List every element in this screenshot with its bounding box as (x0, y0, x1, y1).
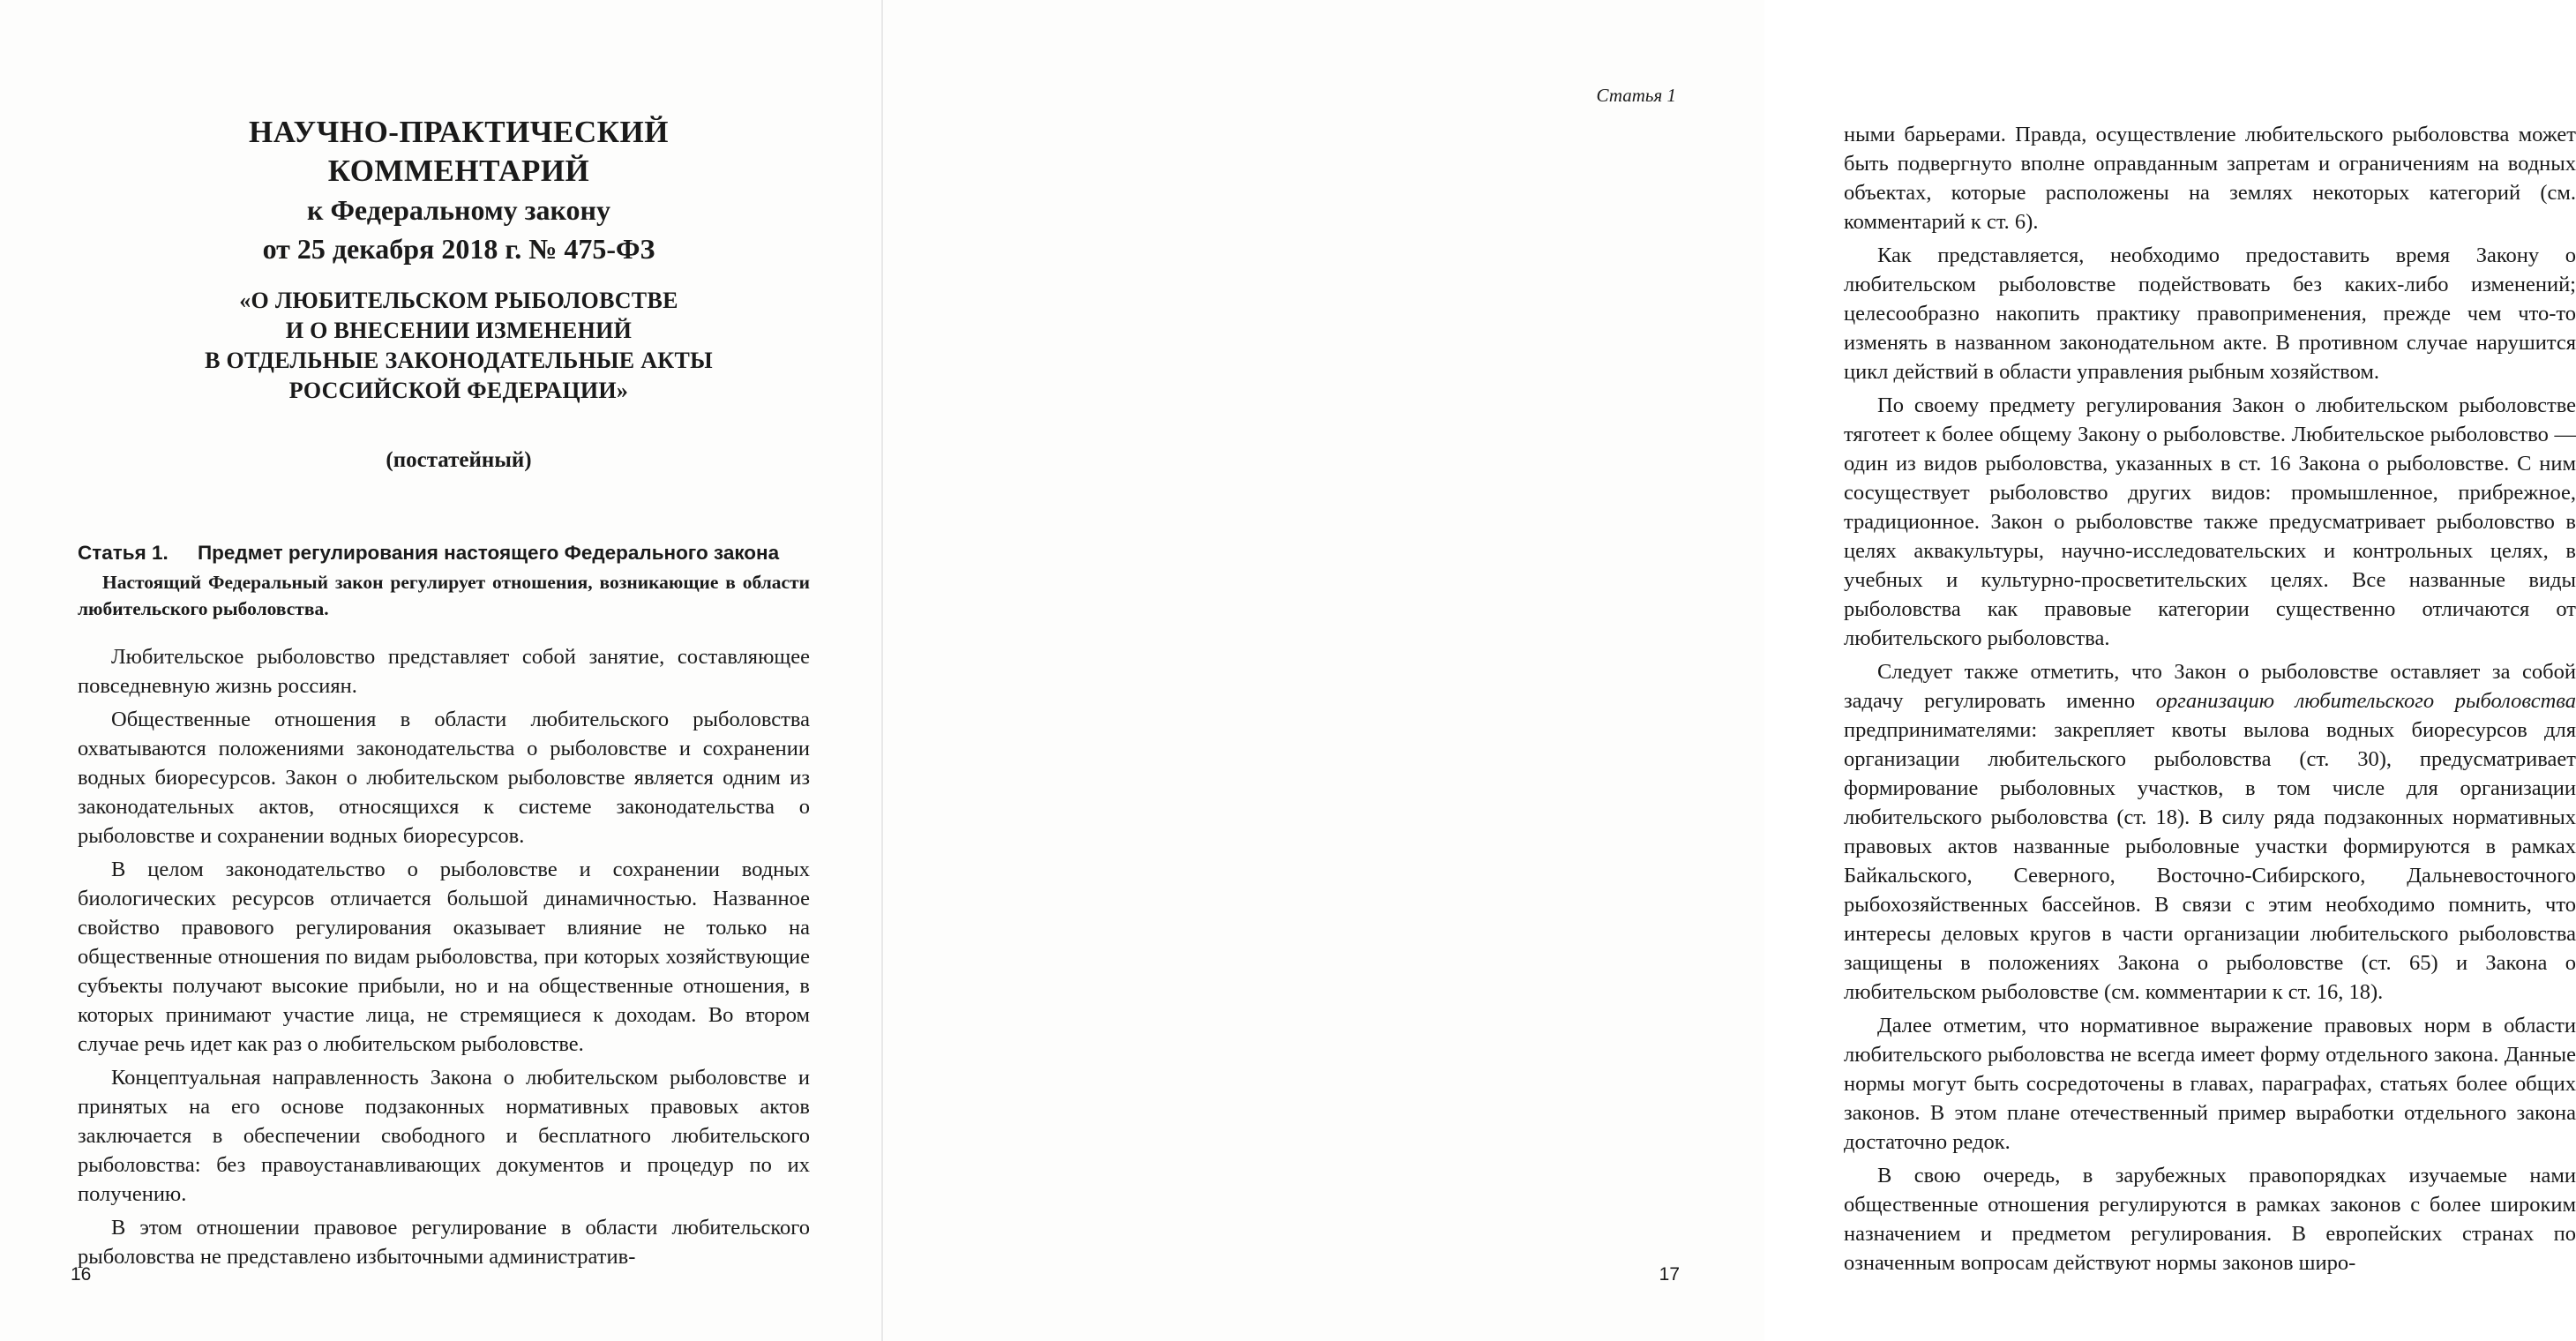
right-commentary (1844, 120, 2576, 1282)
paragraph (1844, 657, 2576, 1007)
emphasized-term: организацию любительского рыболовства (2155, 689, 2576, 713)
paragraph: Концептуальная направленность Закона о любительском рыболовстве и принятых на его основе подзаконных нормативных правовых актов заключается в обеспечении свободного и бесплатного любительского рыболовства: без правоустанавливающих документов и процедур по их получению. (78, 1066, 810, 1206)
paragraph: Далее отметим, что нормативное выражение правовых норм в области любительского рыболовства не всегда имеет форму отдельного закона. Данные нормы могут быть сосредоточены в главах, параграфах, статьях более общих законов. В этом плане отечественный пример выработки отдельного закона достаточно редок. (1844, 1014, 2576, 1154)
title-line: КОММЕНТАРИЙ (327, 154, 590, 188)
title-line: НАУЧНО-ПРАКТИЧЕСКИЙ (249, 115, 669, 149)
law-name-line: «О ЛЮБИТЕЛЬСКОМ РЫБОЛОВСТВЕ (239, 288, 678, 313)
title-line: от 25 декабря 2018 г. № 475-ФЗ (262, 233, 655, 265)
article-law-text: Настоящий Федеральный закон регулирует отношения, возникающие в области любительского рыболовства. (78, 572, 810, 619)
book-title-block (106, 113, 812, 475)
paragraph: По своему предмету регулирования Закон о любительском рыболовстве тяготеет к более общему Закону о рыболовстве. Любительское рыболовство — один из видов рыболовства, указанных в ст. 16 Закона о рыболовстве. С ним сосуществует рыболовство других видов: промышленное, прибрежное, традиционное. Закон о рыболовстве также предусматривает рыболовство в целях аквакультуры, научно-исследовательских и контрольных целях, в учебных и культурно-просветительских целях. Все названные виды рыболовства как правовые категории существенно отличаются от любительского рыболовства. (1844, 393, 2576, 650)
paragraph: В свою очередь, в зарубежных правопорядках изучаемые нами общественные отношения регулируются в рамках законов с более широким назначением и предметом регулирования. В европейских странах по означенным вопросам действуют нормы законов широ- (1844, 1164, 2576, 1275)
law-name (106, 286, 812, 406)
text-run: Следует также отметить, что Закон о рыболовстве оставляет за собой задачу регулировать именно (1844, 660, 2576, 713)
paragraph-continuation: ными барьерами. Правда, осуществление любительского рыболовства может быть подвергнуто вполне оправданным запретам и ограничениям на водных объектах, которые расположены на землях некоторых категорий (см. комментарий к ст. 6). (1844, 123, 2576, 234)
paragraph: В целом законодательство о рыболовстве и сохранении водных биологических ресурсов отличается большой динамичностью. Названное свойство правового регулирования оказывает влияние не только на общественные отношения по видам рыболовства, при которых хозяйствующие субъекты получают высокие прибыли, но и на общественные отношения, в которых принимают участие лица, не стремящиеся к доходам. Во втором случае речь идет как раз о любительском рыболовстве. (78, 858, 810, 1056)
page-number: 17 (1659, 1264, 1680, 1285)
page-number: 16 (71, 1264, 92, 1285)
text-run: предпринимателями: закрепляет квоты вылова водных биоресурсов для организации любительского рыболовства (ст. 30), предусматривает формирование рыболовных участков, в том числе для организации любительского рыболовства (ст. 18). В силу ряда подзаконных нормативных правовых актов названные рыболовные участки формируются в рамках Байкальского, Северного, Восточно-Сибирского, Дальневосточного рыбохозяйственных бассейнов. В связи с этим необходимо помнить, что интересы деловых кругов в части организации любительского рыболовства защищены в положениях Закона о рыболовстве (ст. 65) и Закона о любительском рыболовстве (см. комментарии к ст. 16, 18). (1844, 718, 2576, 1004)
paragraph: Любительское рыболовство представляет собой занятие, составляющее повседневную жизнь россиян. (78, 645, 810, 698)
left-page (0, 0, 882, 1341)
paragraph: Как представляется, необходимо предоставить время Закону о любительском рыболовстве подействовать без каких-либо изменений; целесообразно накопить практику правоприменения, прежде чем что-то изменять в названном законодательном акте. В противном случае нарушится цикл действий в области управления рыбным хозяйством. (1844, 243, 2576, 384)
paragraph: Общественные отношения в области любительского рыболовства охватываются положениями законодательства о рыболовстве и сохранении водных биоресурсов. Закон о любительском рыболовстве является одним из законодательных актов, относящихся к системе законодательства о рыболовстве и сохранении водных биоресурсов. (78, 708, 810, 848)
right-page (882, 0, 2576, 1341)
title-line: к Федеральному закону (307, 194, 610, 226)
law-name-line: В ОТДЕЛЬНЫЕ ЗАКОНОДАТЕЛЬНЫЕ АКТЫ (205, 348, 713, 373)
law-name-line: И О ВНЕСЕНИИ ИЗМЕНЕНИЙ (285, 318, 633, 343)
law-name-line: РОССИЙСКОЙ ФЕДЕРАЦИИ» (288, 378, 629, 403)
article-number: Статья 1. (78, 542, 168, 564)
paragraph: В этом отношении правовое регулирование в области любительского рыболовства не представлено избыточными административ- (78, 1216, 810, 1269)
left-commentary (78, 642, 810, 1276)
article-heading (78, 540, 810, 566)
article-title: Предмет регулирования настоящего Федерального закона (198, 542, 780, 564)
running-header: Статья 1 (1596, 85, 1676, 106)
title-subtitle: (постатейный) (386, 448, 532, 472)
